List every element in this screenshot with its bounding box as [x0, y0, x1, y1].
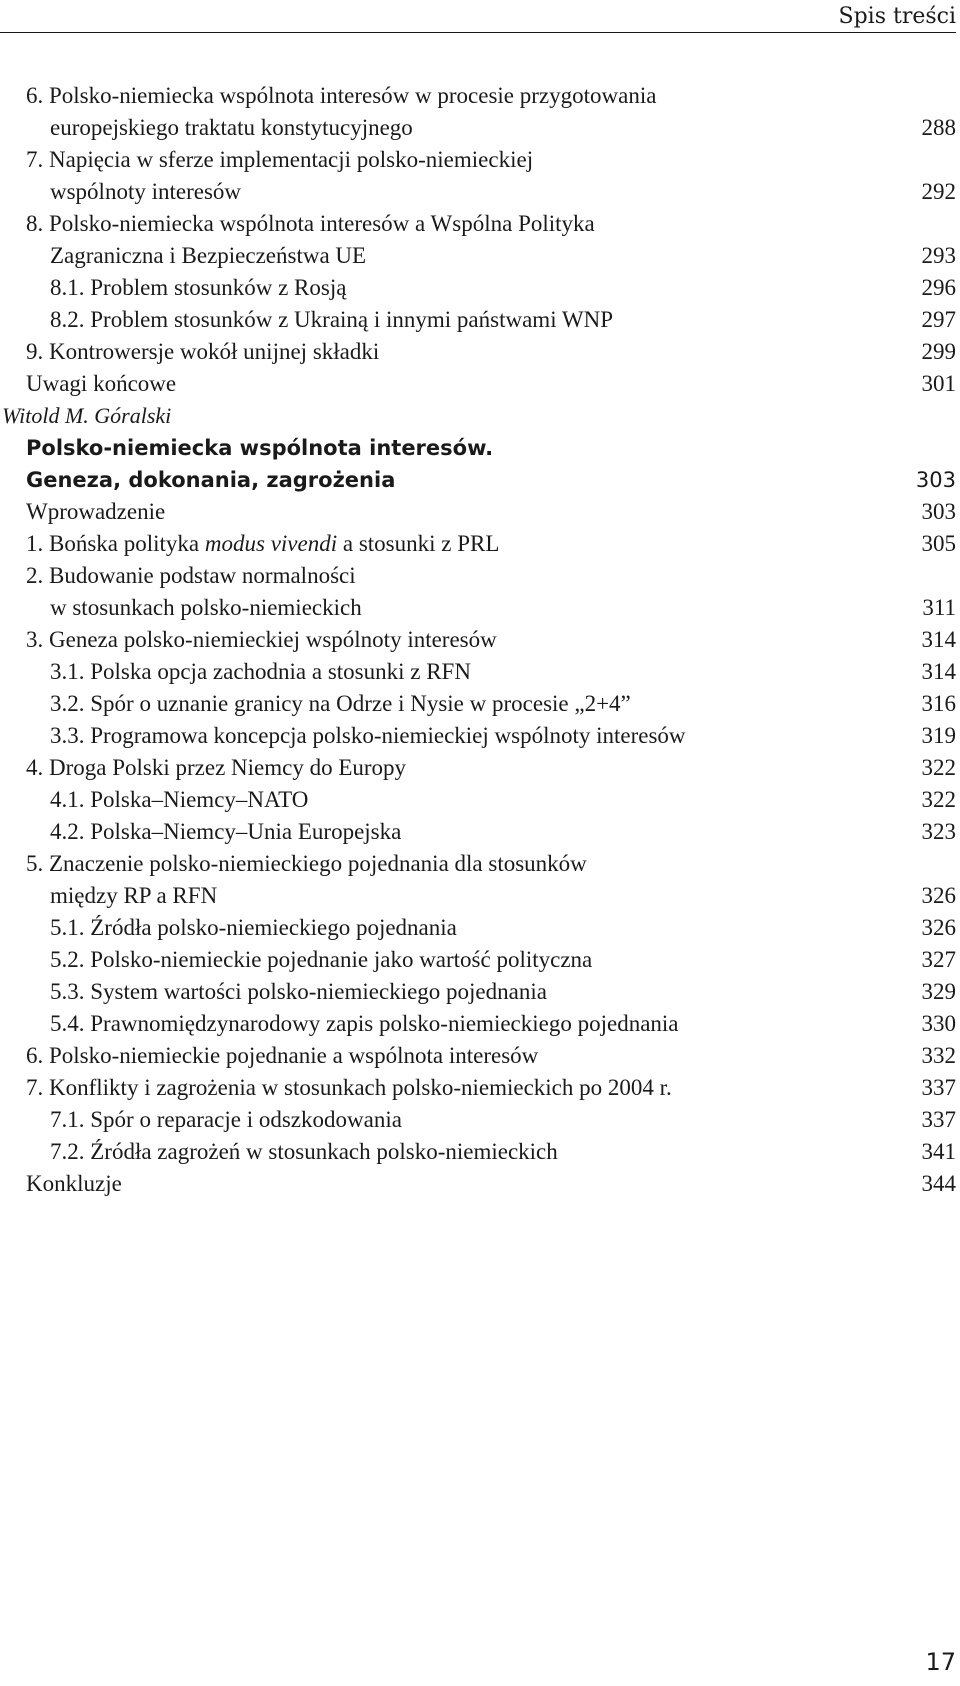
- toc-entry-title-start: 1. Bońska polityka: [26, 531, 205, 556]
- toc-entry-title: 6. Polsko-niemieckie pojednanie a wspólnota interesów: [26, 1043, 539, 1068]
- toc-entry-page: 292: [921, 179, 956, 204]
- toc-entry-page: 330: [921, 1011, 956, 1036]
- toc-entry: [0, 496, 956, 528]
- toc-entry-page: 326: [921, 915, 956, 940]
- toc-entry: [0, 176, 956, 208]
- toc-entry: [0, 1104, 956, 1136]
- toc-entry-page: 311: [922, 595, 956, 620]
- toc-entry-title: 5. Znaczenie polsko-niemieckiego pojednania dla stosunków: [26, 851, 587, 876]
- toc-entry: [0, 880, 956, 912]
- toc-entry-page: 297: [921, 307, 956, 332]
- toc-entry-title: 3.1. Polska opcja zachodnia a stosunki z RFN: [50, 659, 471, 684]
- toc-entry-page: 314: [921, 627, 956, 652]
- toc-entry-title: 7. Napięcia w sferze implementacji polsko-niemieckiej: [26, 147, 534, 172]
- toc-entry-page: 337: [921, 1075, 956, 1100]
- chapter-title: [0, 432, 956, 464]
- toc-entry-title: 2. Budowanie podstaw normalności: [26, 563, 356, 588]
- chapter-title: [0, 464, 956, 496]
- chapter-author: Witold M. Góralski: [2, 403, 172, 428]
- toc-entry-title-end: a stosunki z PRL: [337, 531, 500, 556]
- toc-entry-title: europejskiego traktatu konstytucyjnego: [50, 115, 413, 140]
- header-rule: [0, 32, 956, 33]
- toc-entry: [0, 368, 956, 400]
- toc-entry-title: 5.1. Źródła polsko-niemieckiego pojednania: [50, 915, 457, 940]
- toc-entry-title: 7.2. Źródła zagrożeń w stosunkach polsko-niemieckich: [50, 1139, 558, 1164]
- toc-entry-title: 5.2. Polsko-niemieckie pojednanie jako wartość polityczna: [50, 947, 593, 972]
- toc-entry-title: 3.2. Spór o uznanie granicy na Odrze i Nysie w procesie „2+4”: [50, 691, 631, 716]
- toc-entry-page: 303: [921, 499, 956, 524]
- toc-entry-title: 9. Kontrowersje wokół unijnej składki: [26, 339, 380, 364]
- toc-entry: [0, 144, 956, 176]
- toc-entry: [0, 912, 956, 944]
- toc-entry: [0, 752, 956, 784]
- toc-entry-title: 6. Polsko-niemiecka wspólnota interesów w procesie przygotowania: [26, 83, 657, 108]
- toc-entry-page: 299: [921, 339, 956, 364]
- toc-entry-title: 4.1. Polska–Niemcy–NATO: [50, 787, 309, 812]
- toc-entry-page: 319: [921, 723, 956, 748]
- toc-entry: [0, 112, 956, 144]
- toc-entry: [0, 976, 956, 1008]
- toc-entry: [0, 1008, 956, 1040]
- toc-entry: [0, 80, 956, 112]
- toc-entry-page: 301: [921, 371, 956, 396]
- toc-entry-title: 7.1. Spór o reparacje i odszkodowania: [50, 1107, 402, 1132]
- toc-entry-page: 288: [921, 115, 956, 140]
- toc-entry-page: 296: [921, 275, 956, 300]
- toc-entry: [0, 656, 956, 688]
- toc-entry-title: 5.3. System wartości polsko-niemieckiego pojednania: [50, 979, 547, 1004]
- toc-entry-title: 3.3. Programowa koncepcja polsko-niemieckiej wspólnoty interesów: [50, 723, 686, 748]
- toc-entry-title: 5.4. Prawnomiędzynarodowy zapis polsko-niemieckiego pojednania: [50, 1011, 679, 1036]
- chapter-title-page: 303: [915, 468, 956, 492]
- toc-entry: [0, 272, 956, 304]
- table-of-contents: [0, 80, 956, 1200]
- toc-entry: [0, 528, 956, 560]
- toc-entry-page: 329: [921, 979, 956, 1004]
- page-number: 17: [925, 1648, 956, 1676]
- toc-entry: [0, 592, 956, 624]
- toc-entry-title: 4.2. Polska–Niemcy–Unia Europejska: [50, 819, 402, 844]
- toc-entry-title: między RP a RFN: [50, 883, 218, 908]
- toc-entry: [0, 720, 956, 752]
- toc-entry: [0, 1072, 956, 1104]
- toc-entry-page: 322: [921, 755, 956, 780]
- toc-entry: [0, 560, 956, 592]
- toc-entry-page: 344: [921, 1171, 956, 1196]
- toc-entry-title: wspólnoty interesów: [50, 179, 242, 204]
- chapter-title-line2: Geneza, dokonania, zagrożenia: [26, 468, 396, 492]
- toc-entry-page: 316: [921, 691, 956, 716]
- toc-entry-title-italic: modus vivendi: [204, 531, 338, 556]
- toc-entry-title: 7. Konflikty i zagrożenia w stosunkach polsko-niemieckich po 2004 r.: [26, 1075, 672, 1100]
- toc-entry: [0, 1040, 956, 1072]
- toc-entry-title: [26, 528, 499, 560]
- toc-entry-page: 323: [921, 819, 956, 844]
- toc-entry: [0, 624, 956, 656]
- toc-entry-title: Zagraniczna i Bezpieczeństwa UE: [50, 243, 367, 268]
- toc-entry-page: 305: [921, 531, 956, 556]
- toc-entry: [0, 304, 956, 336]
- toc-entry-title: Uwagi końcowe: [26, 371, 177, 396]
- toc-entry-page: 341: [921, 1139, 956, 1164]
- toc-entry: [0, 336, 956, 368]
- toc-entry-title: 4. Droga Polski przez Niemcy do Europy: [26, 755, 407, 780]
- toc-entry: [0, 688, 956, 720]
- toc-entry: [0, 816, 956, 848]
- toc-entry-page: 332: [921, 1043, 956, 1068]
- toc-entry-title: 3. Geneza polsko-niemieckiej wspólnoty interesów: [26, 627, 497, 652]
- toc-entry-title: Wprowadzenie: [26, 499, 166, 524]
- toc-entry: [0, 848, 956, 880]
- toc-entry: [0, 1168, 956, 1200]
- toc-entry: [0, 784, 956, 816]
- toc-entry-title: w stosunkach polsko-niemieckich: [50, 595, 362, 620]
- toc-entry-title: 8.2. Problem stosunków z Ukrainą i innymi państwami WNP: [50, 307, 614, 332]
- toc-entry-title: Konkluzje: [26, 1171, 122, 1196]
- toc-entry-title: 8.1. Problem stosunków z Rosją: [50, 275, 347, 300]
- chapter-title-line1: Polsko-niemiecka wspólnota interesów.: [26, 436, 494, 460]
- toc-entry: [0, 1136, 956, 1168]
- toc-entry: [0, 944, 956, 976]
- toc-entry: [0, 240, 956, 272]
- toc-entry-page: 314: [921, 659, 956, 684]
- toc-entry-page: 293: [921, 243, 956, 268]
- toc-entry: [0, 208, 956, 240]
- toc-entry-title: 8. Polsko-niemiecka wspólnota interesów a Wspólna Polityka: [26, 211, 595, 236]
- running-head: Spis treści: [838, 4, 956, 29]
- toc-entry-page: 327: [921, 947, 956, 972]
- toc-entry-page: 326: [921, 883, 956, 908]
- toc-entry-page: 322: [921, 787, 956, 812]
- toc-entry-page: 337: [921, 1107, 956, 1132]
